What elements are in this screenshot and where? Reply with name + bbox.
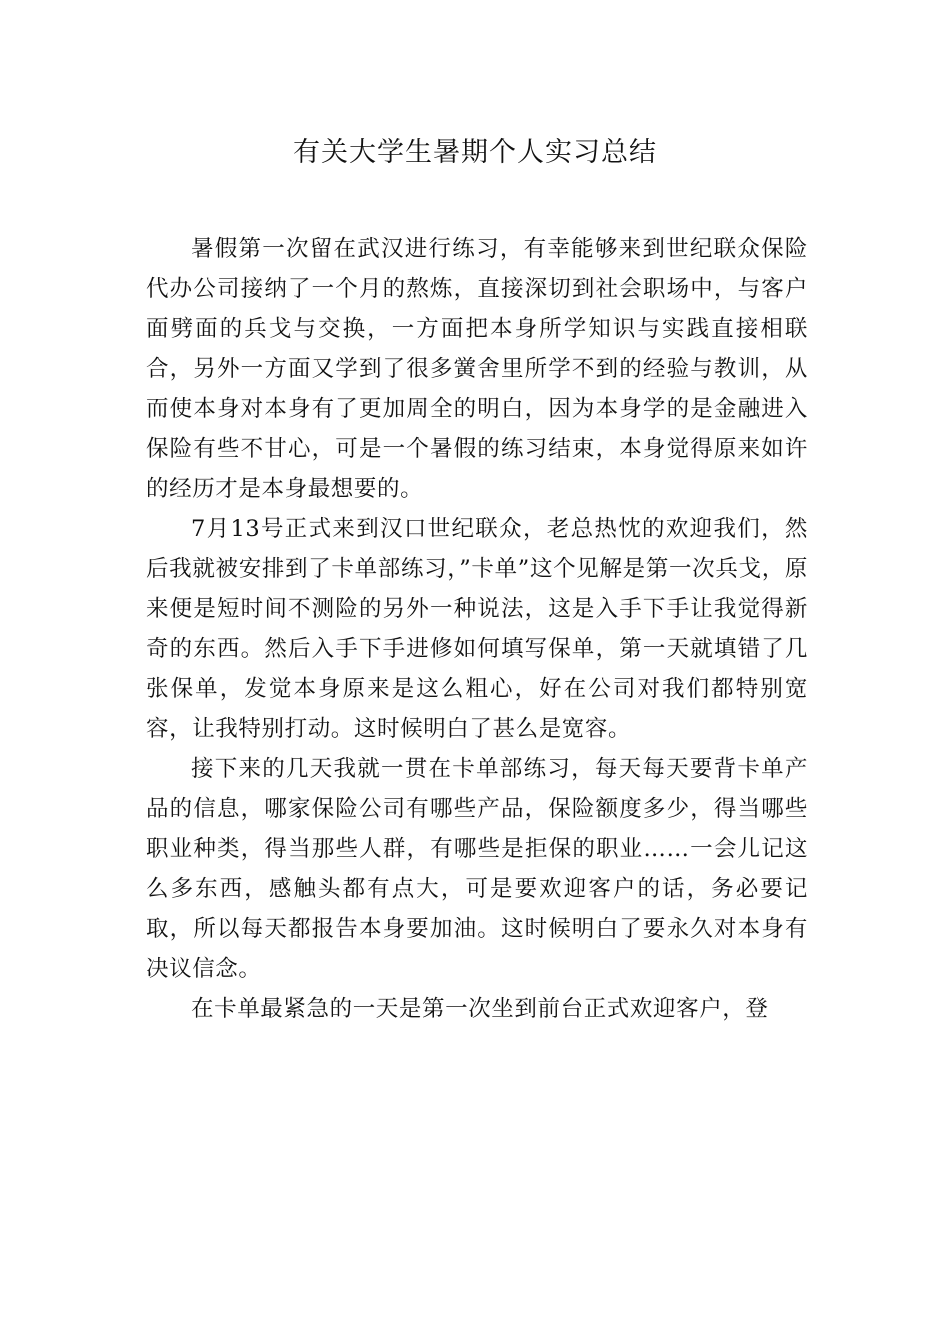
paragraph-1: 暑假第一次留在武汉进行练习，有幸能够来到世纪联众保险代办公司接纳了一个月的熬炼，直接深切到社会职场中，与客户面劈面的兵戈与交换，一方面把本身所学知识与实践直接相联合，另外一方面又学到了很多黉舍里所学不到的经验与教训，从而使本身对本身有了更加周全的明白，因为本身学的是金融进入保险有些不甘心，可是一个暑假的练习结束，本身觉得原来如许的经历才是本身最想要的。	[146, 236, 808, 502]
paragraph-3: 接下来的几天我就一贯在卡单部练习，每天每天要背卡单产品的信息，哪家保险公司有哪些产品，保险额度多少，得当哪些职业种类，得当那些人群，有哪些是拒保的职业……一会儿记这么多东西，感触头都有点大，可是要欢迎客户的话，务必要记取，所以每天都报告本身要加油。这时候明白了要永久对本身有决议信念。	[146, 756, 808, 982]
document-body	[146, 229, 808, 1029]
paragraph-4: 在卡单最紧急的一天是第一次坐到前台正式欢迎客户，登	[191, 996, 769, 1022]
document-title: 有关大学生暑期个人实习总结	[293, 137, 657, 168]
paragraph-2: 7月13号正式来到汉口世纪联众，老总热忱的欢迎我们，然后我就被安排到了卡单部练习，”卡单”这个见解是第一次兵戈，原来便是短时间不测险的另外一种说法，这是入手下手让我觉得新奇的东西。然后入手下手进修如何填写保单，第一天就填错了几张保单，发觉本身原来是这么粗心，好在公司对我们都特别宽容，让我特别打动。这时候明白了甚么是宽容。	[146, 516, 808, 742]
